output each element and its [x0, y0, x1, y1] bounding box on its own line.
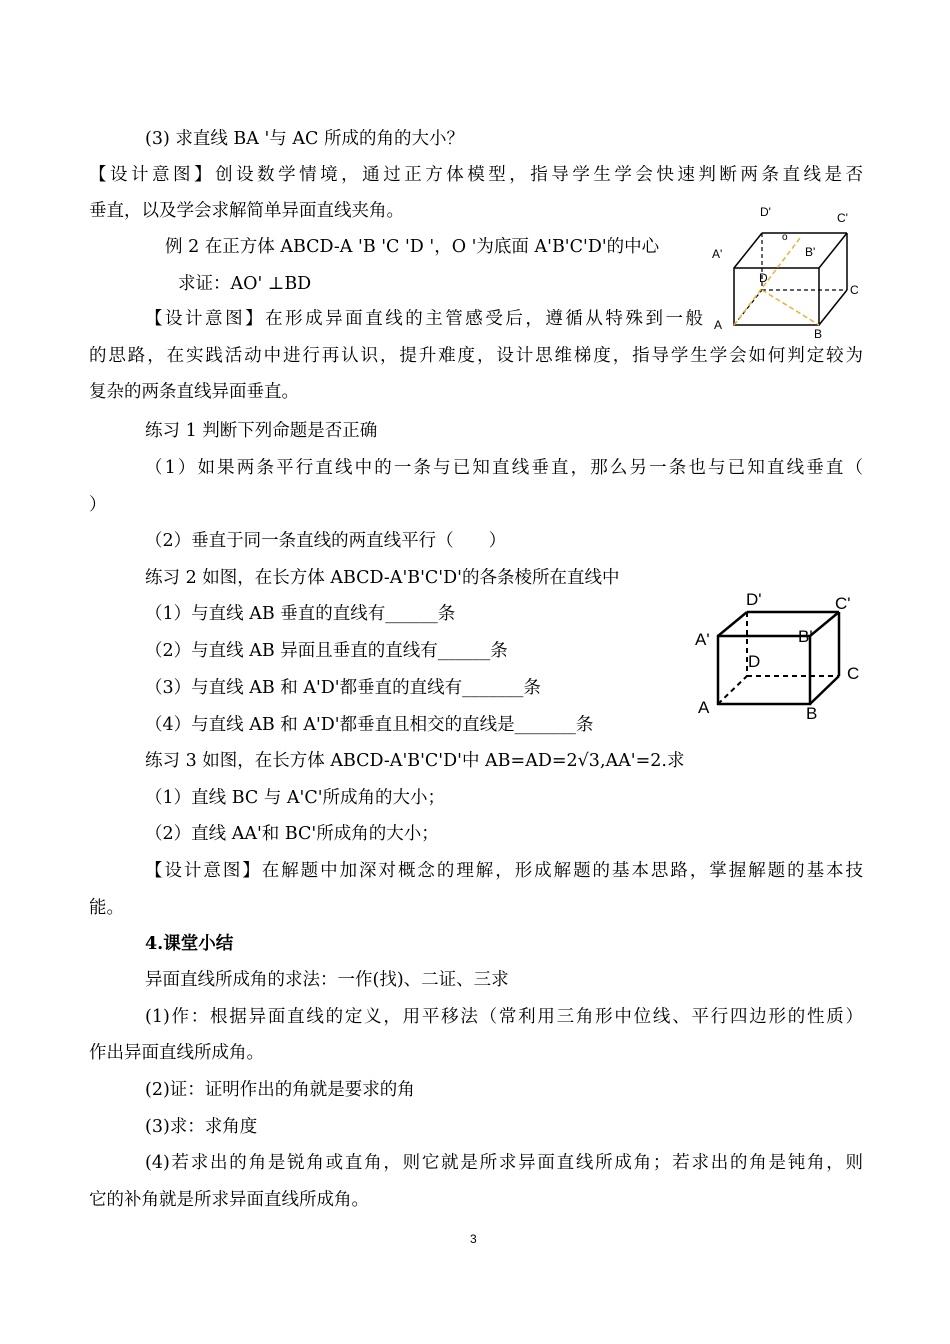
cube-figure-1 [702, 202, 872, 340]
text-line-2: 【设计意图】创设数学情境，通过正方体模型，指导学生学会快速判断两条直线是否 [89, 165, 863, 185]
cube1-label-c1: C' [837, 211, 848, 225]
exercise-3-item-1: （1）直线 BC 与 A'C'所成角的大小； [145, 788, 446, 808]
text-line-22: 能。 [89, 898, 124, 918]
cube1-label-d1: D' [760, 205, 771, 219]
cube1-label-c: C [850, 283, 859, 297]
cuboid2-label-a1: A' [695, 630, 710, 649]
example-2-proof: 求证：AO' ⊥BD [178, 274, 312, 294]
example-2-title: 例 2 在正方体 ABCD-A 'B 'C 'D '，O '为底面 A'B'C'D'的中心 [165, 237, 660, 257]
text-line-1: (3) 求直线 BA '与 AC 所成的角的大小？ [145, 129, 464, 149]
cuboid2-hidden-ad [718, 676, 747, 704]
cube1-label-a: A [714, 318, 723, 332]
summary-step-2: (2)证：证明作出的角就是要求的角 [145, 1080, 415, 1100]
cube1-line-bd [762, 290, 819, 325]
cuboid2-label-d: D [748, 652, 761, 671]
cube1-edge-aa [734, 233, 762, 268]
cuboid2-front-face [718, 636, 810, 704]
cuboid2-label-d1: D' [746, 590, 762, 609]
exercise-3-item-2: （2）直线 AA'和 BC'所成角的大小； [145, 824, 439, 844]
exercise-1-item-1: （1）如果两条平行直线中的一条与已知直线垂直，那么另一条也与已知直线垂直（ [145, 458, 863, 478]
section-heading: 4.课堂小结 [145, 934, 234, 954]
text-line-3: 垂直，以及学会求解简单异面直线夹角。 [89, 201, 404, 221]
exercise-2-item-4: （4）与直线 AB 和 A'D'都垂直且相交的直线是_______条 [145, 715, 594, 735]
text-line-6: 【设计意图】在形成异面直线的主管感受后，遵循从特殊到一般 [145, 309, 703, 329]
cube1-edge-bc [819, 290, 847, 325]
cube1-label-b: B [814, 327, 823, 340]
exercise-1-title: 练习 1 判断下列命题是否正确 [145, 421, 378, 441]
cuboid2-edge-bc [810, 676, 839, 704]
text-line-21: 【设计意图】在解题中加深对概念的理解，形成解题的基本思路，掌握解题的基本技 [145, 861, 863, 881]
cube1-label-b1: B' [805, 245, 816, 259]
summary-step-4: (4)若求出的角是锐角或直角，则它就是所求异面直线所成角；若求出的角是钝角，则 [145, 1153, 863, 1173]
exercise-3-title: 练习 3 如图，在长方体 ABCD-A'B'C'D'中 AB=AD=2√3,AA'=2.求 [145, 751, 685, 771]
cuboid2-edge-bb [810, 612, 839, 636]
cuboid2-label-a: A [698, 698, 710, 717]
summary-step-4-cont: 它的补角就是所求异面直线所成角。 [89, 1190, 369, 1210]
cube1-label-d: D [759, 271, 768, 285]
text-line-8: 复杂的两条直线异面垂直。 [89, 382, 299, 402]
cube1-label-o: o [782, 232, 788, 243]
summary-step-1-cont: 作出异面直线所成角。 [89, 1043, 264, 1063]
exercise-2-item-3: （3）与直线 AB 和 A'D'都垂直的直线有_______条 [145, 678, 541, 698]
summary-step-1: (1)作：根据异面直线的定义，用平移法（常利用三角形中位线、平行四边形的性质） [145, 1007, 863, 1027]
exercise-2-title: 练习 2 如图，在长方体 ABCD-A'B'C'D'的各条棱所在直线中 [145, 568, 620, 588]
cube1-hidden-ad [734, 290, 762, 325]
page-number: 3 [470, 1232, 477, 1246]
cuboid2-edge-aa [718, 612, 747, 636]
summary-step-3: (3)求：求角度 [145, 1117, 258, 1137]
exercise-1-item-2: （2）垂直于同一条直线的两直线平行（ ） [145, 531, 507, 551]
exercise-1-item-1-cont: ） [89, 495, 107, 515]
cube1-label-a1: A' [712, 247, 723, 261]
cuboid2-label-c1: C' [835, 594, 851, 613]
exercise-2-item-1: （1）与直线 AB 垂直的直线有______条 [145, 604, 456, 624]
cuboid-figure-2 [690, 585, 870, 727]
summary-intro: 异面直线所成角的求法：一作(找)、二证、三求 [145, 970, 509, 990]
text-line-7: 的思路，在实践活动中进行再认识，提升难度，设计思维梯度，指导学生学会如何判定较为 [89, 346, 863, 366]
cuboid-figure-2-svg [690, 585, 870, 727]
cuboid2-label-c: C [847, 664, 860, 683]
exercise-2-item-2: （2）与直线 AB 异面且垂直的直线有______条 [145, 641, 508, 661]
cuboid2-label-b: B [806, 704, 818, 723]
cube-figure-1-svg [702, 202, 872, 340]
cube1-edge-bb [819, 233, 847, 268]
cuboid2-label-b1: B' [798, 627, 813, 646]
